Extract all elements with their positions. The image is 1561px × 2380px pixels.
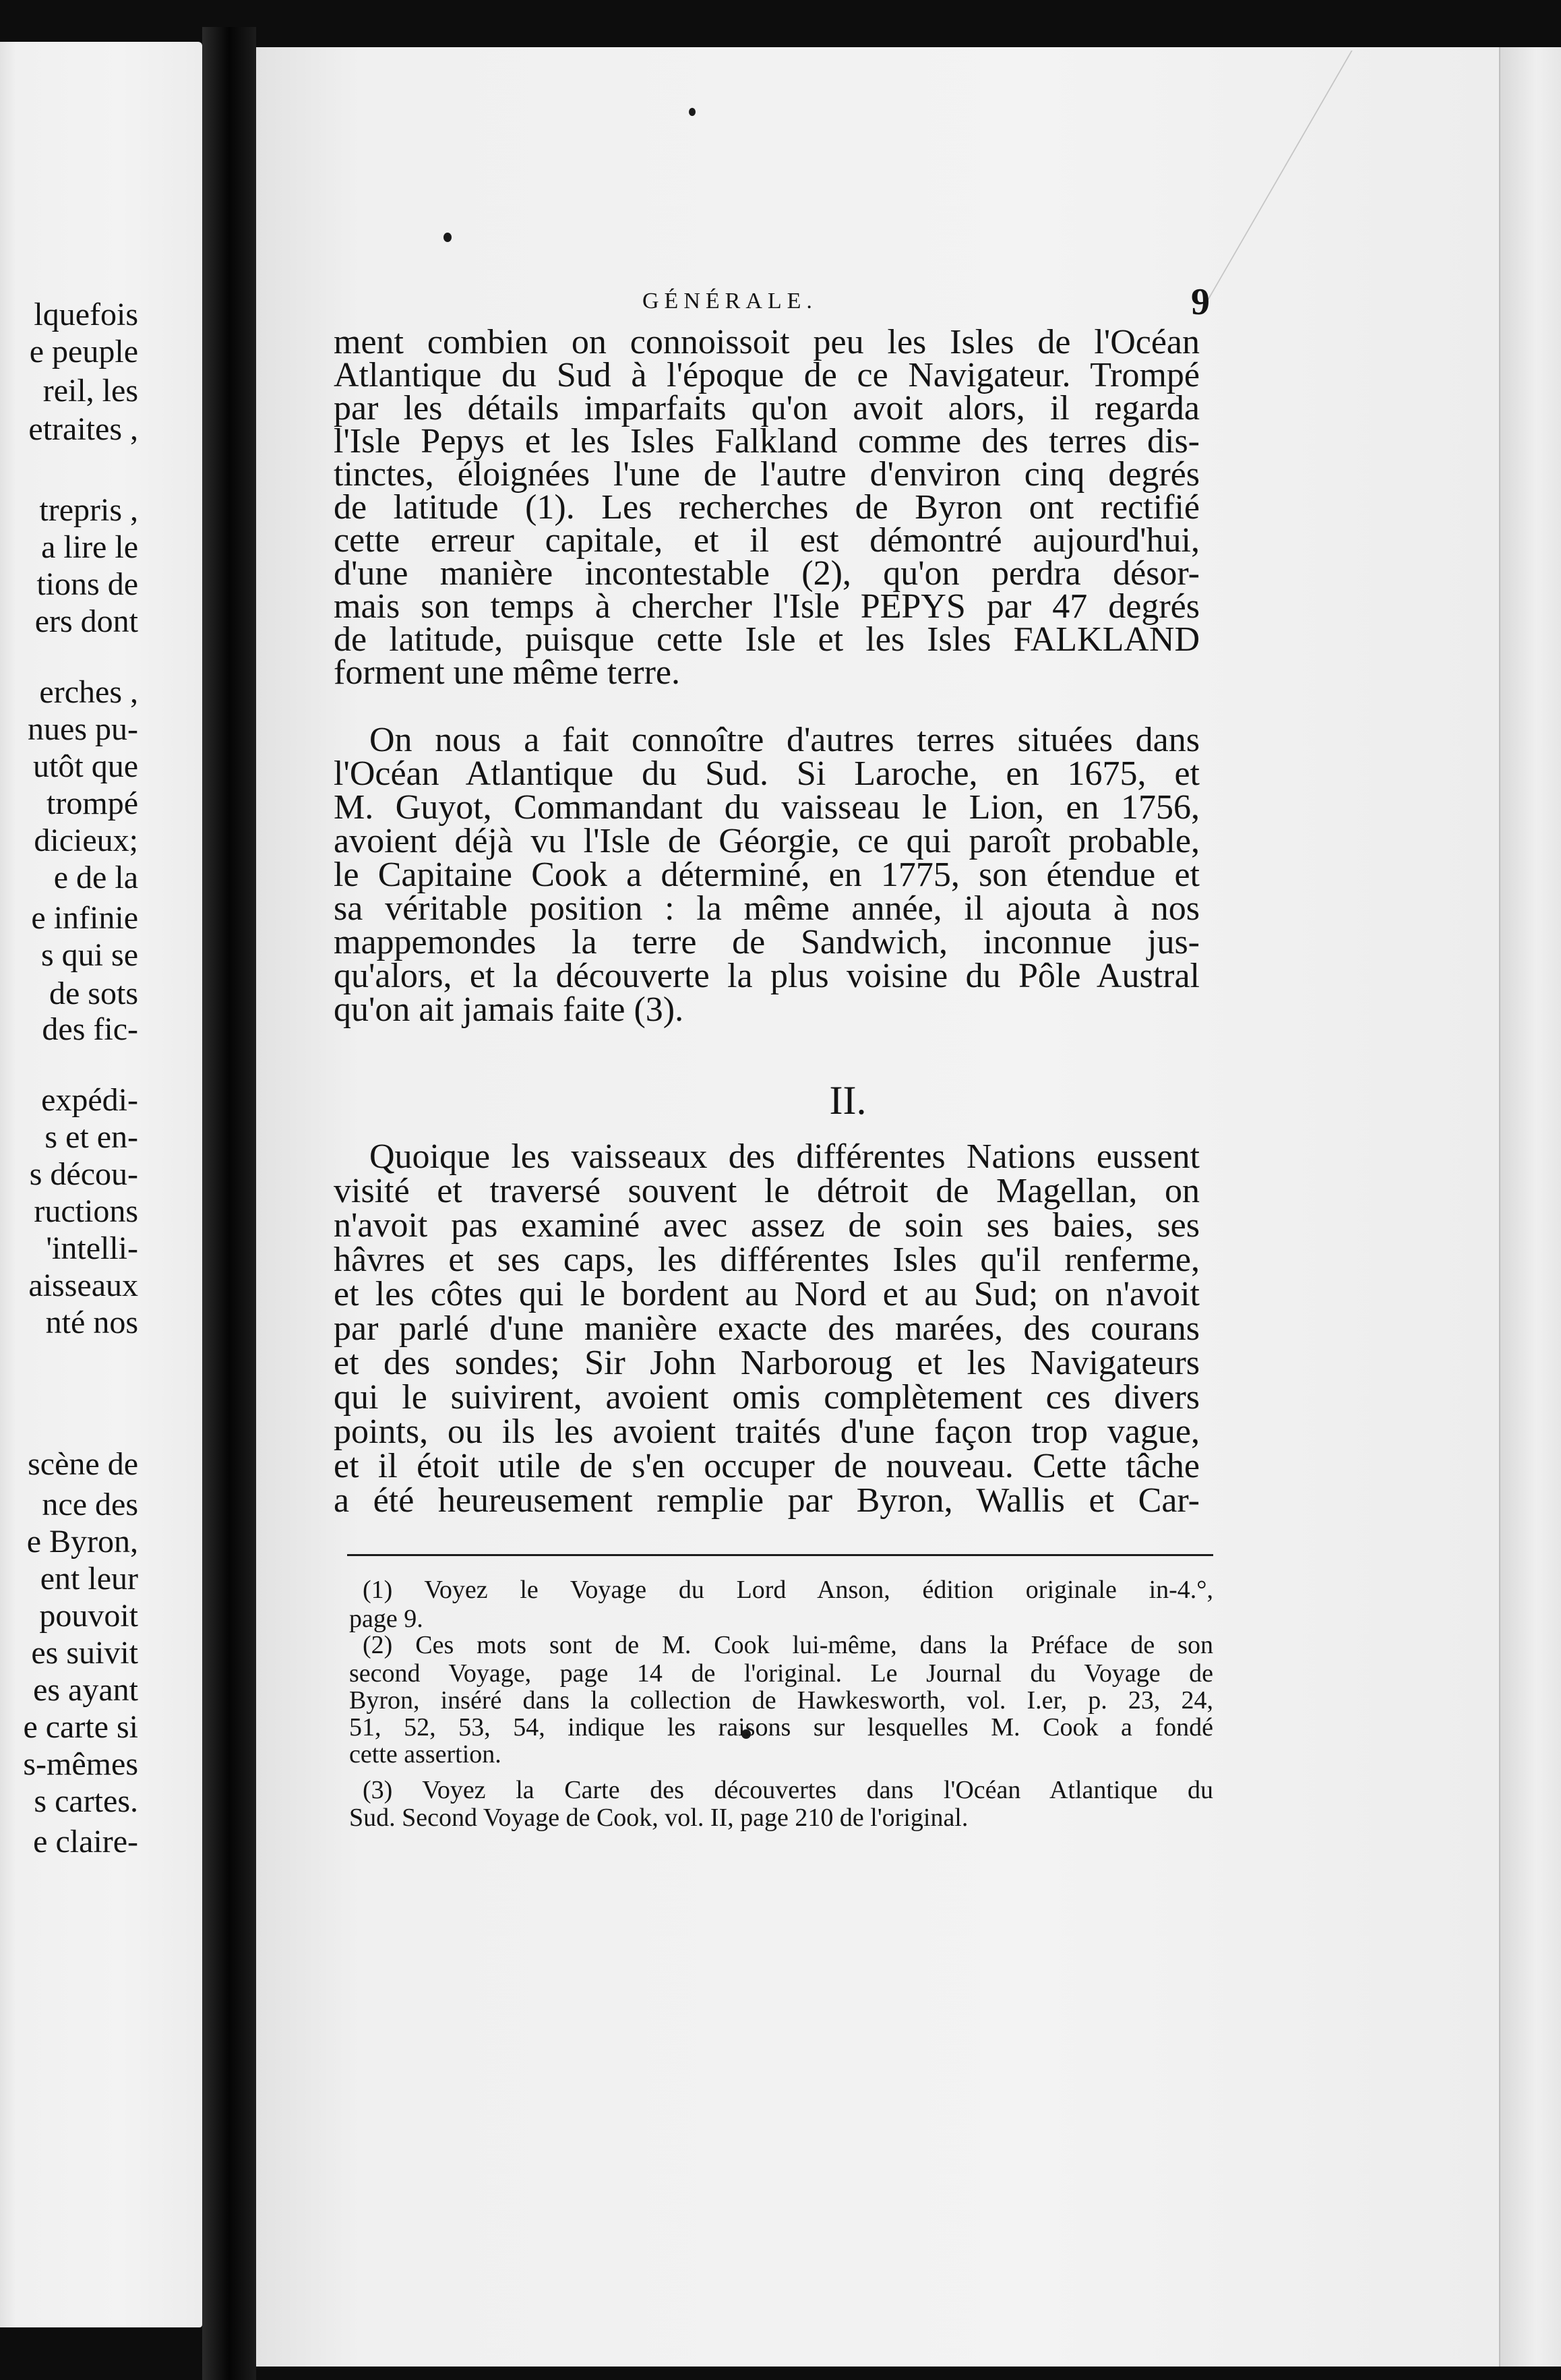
body-line: mais son temps à chercher l'Isle PEPYS par 47 degrés	[334, 587, 1200, 626]
body-line: qu'on ait jamais faite (3).	[334, 990, 684, 1029]
body-line: avoient déjà vu l'Isle de Géorgie, ce qui paroît probable,	[334, 822, 1200, 860]
left-page-line: aisseaux	[28, 1268, 138, 1303]
gutter-shadow	[202, 27, 256, 2380]
body-line: qui le suivirent, avoient omis complètement ces divers	[334, 1378, 1200, 1417]
body-line: l'Isle Pepys et les Isles Falkland comme des terres dis-	[334, 422, 1200, 460]
body-line: qu'alors, et la découverte la plus voisine du Pôle Austral	[334, 957, 1200, 995]
left-page-line: trompé	[47, 785, 138, 821]
body-line: le Capitaine Cook a déterminé, en 1775, son étendue et	[334, 856, 1200, 894]
left-page-line: e Byron,	[26, 1524, 138, 1559]
left-page-line: s cartes.	[34, 1783, 138, 1819]
body-line: mappemondes la terre de Sandwich, inconnue jus-	[334, 923, 1200, 961]
body-line: de latitude (1). Les recherches de Byron ont rectifié	[334, 488, 1200, 527]
body-line: On nous a fait connoître d'autres terres situées dans	[369, 721, 1200, 759]
left-page-line: expédi-	[41, 1082, 138, 1118]
left-page-line: scène de	[28, 1446, 138, 1482]
left-page-line: pouvoit	[39, 1598, 138, 1634]
body-line: par les détails imparfaits qu'on avoit alors, il regarda	[334, 389, 1200, 427]
footnote-line: page 9.	[349, 1605, 423, 1633]
left-page-line: nce des	[42, 1487, 138, 1522]
footnote-line: Byron, inséré dans la collection de Hawkesworth, vol. I.er, p. 23, 24,	[349, 1686, 1213, 1715]
body-line: a été heureusement remplie par Byron, Wallis et Car-	[334, 1481, 1200, 1520]
body-line: ment combien on connoissoit peu les Isles de l'Océan	[334, 323, 1200, 361]
left-page-line: s et en-	[44, 1119, 138, 1155]
left-page-line: reil, les	[42, 373, 138, 409]
ink-speck	[689, 108, 696, 116]
running-head: GÉNÉRALE.	[642, 289, 818, 314]
body-line: points, ou ils les avoient traités d'une façon trop vague,	[334, 1412, 1200, 1451]
left-page-line: utôt que	[33, 748, 138, 784]
left-page-line: ructions	[34, 1193, 138, 1229]
left-page-line: s qui se	[41, 937, 138, 973]
left-page-line: etraites ,	[28, 411, 138, 447]
left-page-line: tions de	[36, 566, 138, 602]
body-line: M. Guyot, Commandant du vaisseau le Lion, en 1756,	[334, 788, 1200, 827]
body-line: de latitude, puisque cette Isle et les Isles FALKLAND	[334, 620, 1200, 659]
body-line: visité et traversé souvent le détroit de Magellan, on	[334, 1172, 1200, 1210]
left-page-line: nues pu-	[28, 711, 138, 747]
left-page-line: nté nos	[45, 1305, 138, 1340]
body-line: et des sondes; Sir John Narboroug et les Navigateurs	[334, 1344, 1200, 1382]
body-line: et les côtes qui le bordent au Nord et au Sud; on n'avoit	[334, 1275, 1200, 1313]
left-page-line: e peuple	[29, 334, 138, 369]
left-page-line: 'intelli-	[46, 1230, 138, 1266]
body-line: Quoique les vaisseaux des différentes Nations eussent	[369, 1137, 1200, 1176]
footnote-line: second Voyage, page 14 de l'original. Le Journal du Voyage de	[349, 1659, 1213, 1688]
body-line: par parlé d'une manière exacte des marées, des courans	[334, 1309, 1200, 1348]
section-heading: II.	[829, 1078, 867, 1123]
left-page-line: des fic-	[42, 1011, 138, 1047]
body-line: n'avoit pas examiné avec assez de soin ses baies, ses	[334, 1206, 1200, 1245]
left-page-line: es suivit	[31, 1635, 138, 1671]
body-line: Atlantique du Sud à l'époque de ce Navigateur. Trompé	[334, 356, 1200, 394]
left-page-line: dicieux;	[34, 823, 138, 858]
left-page-line: s-mêmes	[23, 1746, 138, 1782]
body-line: hâvres et ses caps, les différentes Isles qu'il renferme,	[334, 1241, 1200, 1279]
left-page-line: a lire le	[41, 529, 138, 565]
footnote-line: (3) Voyez la Carte des découvertes dans l'Océan Atlantique du	[363, 1776, 1213, 1804]
left-page-line: es ayant	[33, 1672, 138, 1708]
left-page-line: ers dont	[34, 603, 138, 639]
body-line: d'une manière incontestable (2), qu'on perdra désor-	[334, 554, 1200, 593]
left-page-line: e carte si	[23, 1709, 138, 1745]
footnote-line: (1) Voyez le Voyage du Lord Anson, édition originale in-4.°,	[363, 1576, 1213, 1604]
footnote-rule	[347, 1554, 1213, 1556]
body-line: cette erreur capitale, et il est démontré aujourd'hui,	[334, 521, 1200, 560]
body-line: forment une même terre.	[334, 653, 680, 692]
left-page-line: lquefois	[34, 297, 138, 332]
left-page-line: e infinie	[31, 900, 138, 936]
body-line: tinctes, éloignées l'une de l'autre d'environ cinq degrés	[334, 455, 1200, 494]
page-edge	[1499, 47, 1561, 2367]
left-page-line: trepris ,	[39, 492, 138, 528]
left-page-line: e claire-	[33, 1824, 138, 1860]
left-page-line: s décou-	[29, 1156, 138, 1192]
left-page-line: de sots	[49, 976, 138, 1011]
body-line: sa véritable position : la même année, il ajouta à nos	[334, 889, 1200, 928]
footnote-line: 51, 52, 53, 54, indique les raisons sur lesquelles M. Cook a fondé	[349, 1713, 1213, 1742]
left-page-line: e de la	[53, 860, 138, 895]
ink-speck	[443, 233, 452, 242]
left-page-line: erches ,	[39, 674, 138, 710]
body-line: l'Océan Atlantique du Sud. Si Laroche, en 1675, et	[334, 754, 1200, 793]
footnote-line: (2) Ces mots sont de M. Cook lui-même, dans la Préface de son	[363, 1631, 1213, 1659]
left-page-line: ent leur	[40, 1561, 138, 1597]
footnote-line: Sud. Second Voyage de Cook, vol. II, page 210 de l'original.	[349, 1804, 969, 1832]
footnote-line: cette assertion.	[349, 1740, 501, 1768]
page-number: 9	[1191, 281, 1210, 323]
body-line: et il étoit utile de s'en occuper de nouveau. Cette tâche	[334, 1447, 1200, 1485]
